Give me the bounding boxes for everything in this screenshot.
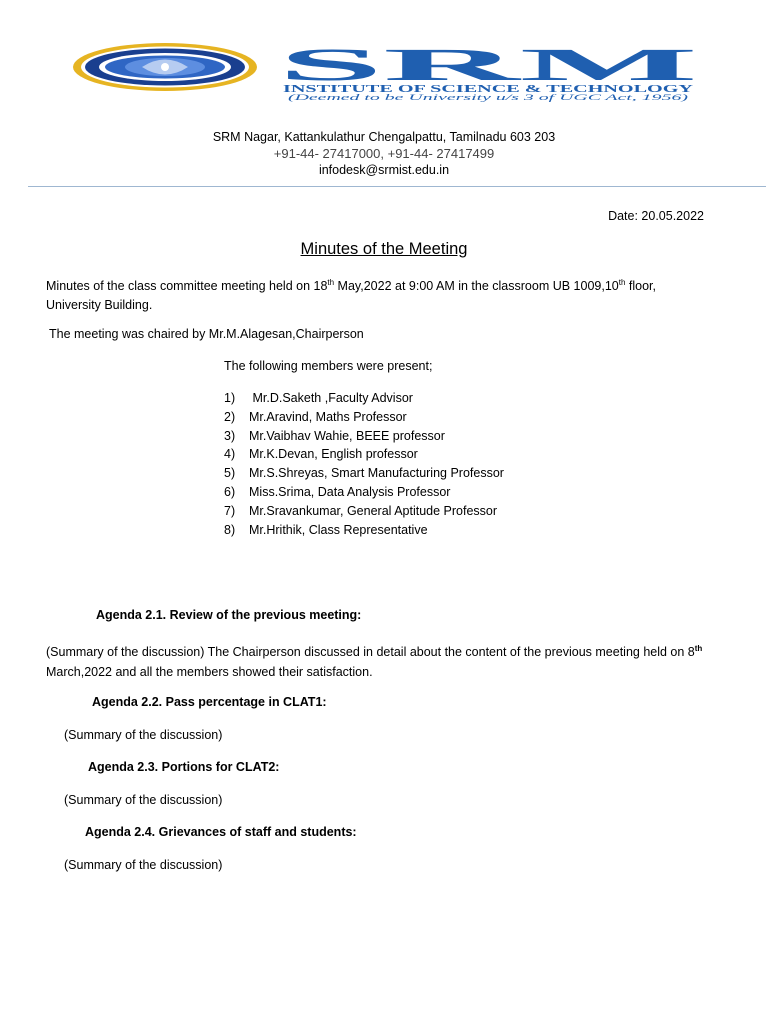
list-item xyxy=(224,464,504,483)
list-item-number: 1) xyxy=(224,391,236,405)
svg-text:(Deemed to be University u/s 3: (Deemed to be University u/s 3 of UGC Act, 1956) xyxy=(288,93,689,102)
members-heading: The following members were present; xyxy=(224,359,433,373)
list-item-text: Mr.Aravind, Maths Professor xyxy=(249,409,407,424)
intro-sup-1: th xyxy=(327,278,335,287)
document-date: Date: 20.05.2022 xyxy=(608,209,704,223)
agenda-summary-2-3: (Summary of the discussion) xyxy=(64,793,223,807)
institute-phone: +91-44- 27417000, +91-44- 27417499 xyxy=(273,146,495,161)
list-item xyxy=(224,502,504,521)
list-item-text: Miss.Srima, Data Analysis Professor xyxy=(249,484,451,499)
list-item-number: 8) xyxy=(224,522,236,537)
intro-sup-2: th xyxy=(618,278,626,287)
agenda-heading-2-4: Agenda 2.4. Grievances of staff and students: xyxy=(85,825,357,839)
list-item-text: Mr.Hrithik, Class Representative xyxy=(249,522,428,537)
intro-text-3: floor, University Building. xyxy=(46,279,656,312)
chairperson-line: The meeting was chaired by Mr.M.Alagesan,Chairperson xyxy=(49,327,364,341)
members-list xyxy=(224,389,504,539)
agenda-summary-2-2: (Summary of the discussion) xyxy=(64,728,223,742)
list-item-text: Mr.K.Devan, English professor xyxy=(249,447,418,462)
list-item-text: Mr.D.Saketh ,Faculty Advisor xyxy=(249,391,413,405)
list-item-number: 2) xyxy=(224,409,236,424)
list-item-number: 5) xyxy=(224,466,236,481)
list-item xyxy=(224,445,504,464)
summary-text-2: March,2022 and all the members showed their satisfaction. xyxy=(46,665,373,679)
list-item-number: 7) xyxy=(224,503,236,518)
agenda-heading-2-2: Agenda 2.2. Pass percentage in CLAT1: xyxy=(92,695,327,709)
institute-address: SRM Nagar, Kattankulathur Chengalpattu, Tamilnadu 603 203 xyxy=(212,130,556,144)
document-title: Minutes of the Meeting xyxy=(300,240,468,258)
intro-paragraph xyxy=(46,277,706,315)
agenda-summary-2-4: (Summary of the discussion) xyxy=(64,858,223,872)
summary-sup: th xyxy=(694,644,703,653)
list-item-number: 6) xyxy=(224,484,236,499)
list-item xyxy=(224,427,504,446)
agenda-heading-2-3: Agenda 2.3. Portions for CLAT2: xyxy=(88,760,280,774)
intro-text-2: May,2022 at 9:00 AM in the classroom UB 1009,10 xyxy=(334,279,619,293)
intro-text-1: Minutes of the class committee meeting held on 18 xyxy=(46,279,328,293)
agenda-heading-2-1: Agenda 2.1. Review of the previous meeting: xyxy=(96,608,362,622)
srm-wordmark-logo xyxy=(276,42,700,102)
svg-text:INSTITUTE OF SCIENCE & TECHNOL: INSTITUTE OF SCIENCE & TECHNOLOGY xyxy=(283,84,695,95)
svg-text:SRM: SRM xyxy=(278,42,698,90)
list-item-text: Mr.Sravankumar, General Aptitude Professor xyxy=(249,503,498,518)
list-item-number: 4) xyxy=(224,447,236,462)
list-item xyxy=(224,483,504,502)
institute-email: infodesk@srmist.edu.in xyxy=(318,163,450,177)
list-item xyxy=(224,389,504,408)
header-divider xyxy=(28,186,766,187)
list-item-text: Mr.S.Shreyas, Smart Manufacturing Professor xyxy=(249,466,504,481)
list-item-number: 3) xyxy=(224,428,236,443)
agenda-summary-2-1 xyxy=(46,642,726,682)
university-seal-logo xyxy=(72,42,258,92)
list-item xyxy=(224,408,504,427)
summary-text-1: (Summary of the discussion) The Chairperson discussed in detail about the content of the previous meeting held on 8 xyxy=(46,645,695,659)
list-item xyxy=(224,521,504,540)
list-item-text: Mr.Vaibhav Wahie, BEEE professor xyxy=(249,428,445,443)
